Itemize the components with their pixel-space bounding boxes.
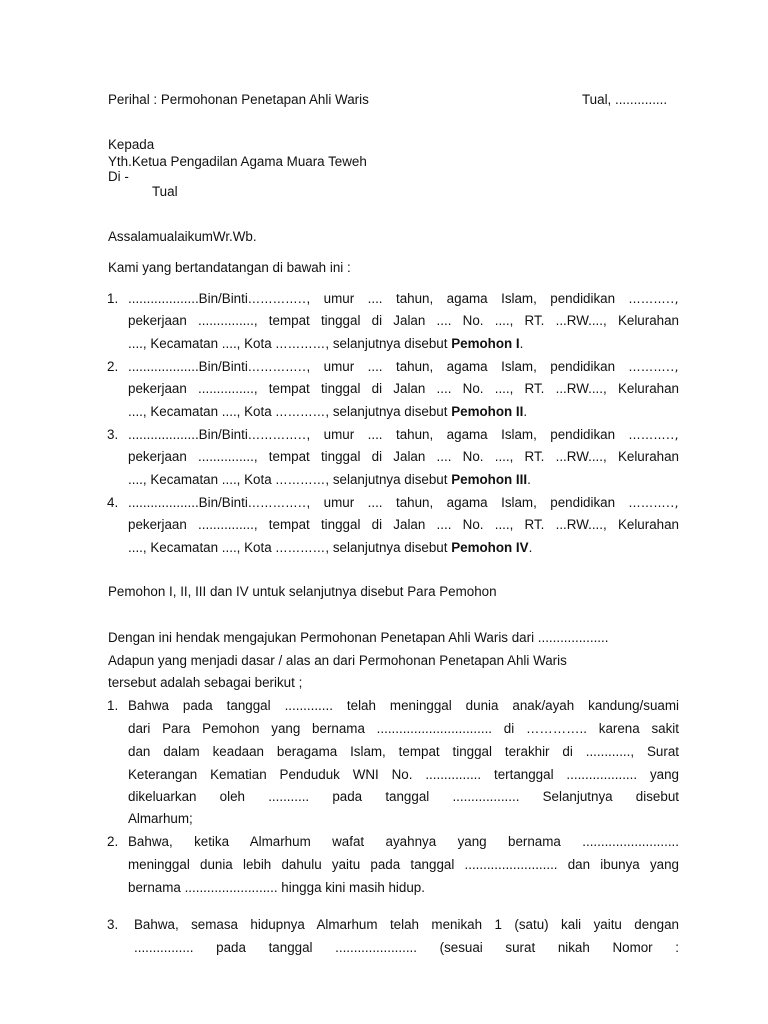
point-number: 1. [107,698,119,713]
request-line-2: Adapun yang menjadi dasar / alas an dari Permohonan Penetapan Ahli Waris [108,653,567,668]
petitioner-line-1: ...................Bin/Binti………….., umur .... tahun, agama Islam, pendidikan ……….., [128,359,679,374]
petitioner-label: Pemohon IV [451,540,529,555]
recipient-city: Tual [152,184,178,199]
point-line: Bahwa, ketika Almarhum wafat ayahnya yang bernama .......................... [128,834,679,849]
petitioner-number: 3. [107,427,119,442]
point-line: bernama ......................... hingga kini masih hidup. [128,880,425,895]
petitioner-line-2: pekerjaan ..............., tempat tinggal di Jalan .... No. ...., RT. ...RW...., Kelurahan [128,517,679,532]
greeting: AssalamualaikumWr.Wb. [108,229,257,244]
petitioner-line-1: ...................Bin/Binti………….., umur .... tahun, agama Islam, pendidikan ……….., [128,291,679,306]
point-line: dikeluarkan oleh ........... pada tanggal .................. Selanjutnya disebut [128,789,679,804]
intro-line: Kami yang bertandatangan di bawah ini : [108,260,351,275]
point-line: Bahwa pada tanggal ............. telah meninggal dunia anak/ayah kandung/suami [128,698,679,713]
petitioner-number: 1. [107,291,119,306]
request-line-1: Dengan ini hendak mengajukan Permohonan Penetapan Ahli Waris dari ................... [108,630,609,645]
petitioner-line-3: ...., Kecamatan ...., Kota …………, selanjutnya disebut Pemohon II. [128,404,528,419]
point-line: ................ pada tanggal ...................... (sesuai surat nikah Nomor : [134,940,679,955]
petitioner-line-3: ...., Kecamatan ...., Kota …………, selanjutnya disebut Pemohon III. [128,472,531,487]
point-line: dan dalam keadaan beragama Islam, tempat tinggal terakhir di ............, Surat [128,744,679,759]
petitioner-line-2: pekerjaan ..............., tempat tinggal di Jalan .... No. ...., RT. ...RW...., Kelurahan [128,313,679,328]
point-number: 2. [107,834,119,849]
petitioner-number: 2. [107,359,119,374]
petitioner-number: 4. [107,495,119,510]
para-pemohon-line: Pemohon I, II, III dan IV untuk selanjutnya disebut Para Pemohon [108,584,497,599]
petitioner-label: Pemohon III [451,472,528,487]
petitioner-line-2: pekerjaan ..............., tempat tinggal di Jalan .... No. ...., RT. ...RW...., Kelurahan [128,449,679,464]
place-date: Tual, .............. [582,92,668,107]
point-number: 3. [107,917,119,932]
recipient-di: Di - [108,169,129,184]
recipient-title: Yth.Ketua Pengadilan Agama Muara Teweh [108,154,367,169]
point-line: dari Para Pemohon yang bernama ............................... di ………….. karena sakit [128,721,679,736]
recipient-kepada: Kepada [108,137,155,152]
request-line-3: tersebut adalah sebagai berikut ; [108,675,303,690]
point-line: Keterangan Kematian Penduduk WNI No. ............... tertanggal ................... yang [128,767,679,782]
petitioner-line-1: ...................Bin/Binti………….., umur .... tahun, agama Islam, pendidikan ……….., [128,427,679,442]
subject-line: Perihal : Permohonan Penetapan Ahli Waris [108,92,369,107]
point-line: Bahwa, semasa hidupnya Almarhum telah menikah 1 (satu) kali yaitu dengan [134,917,679,932]
petitioner-line-2: pekerjaan ..............., tempat tinggal di Jalan .... No. ...., RT. ...RW...., Kelurahan [128,381,679,396]
petitioner-line-3: ...., Kecamatan ...., Kota …………, selanjutnya disebut Pemohon I. [128,336,524,351]
petitioner-line-1: ...................Bin/Binti………….., umur .... tahun, agama Islam, pendidikan ……….., [128,495,679,510]
petitioner-label: Pemohon I [451,336,520,351]
point-line: Almarhum; [128,811,193,826]
petitioner-line-3: ...., Kecamatan ...., Kota …………, selanjutnya disebut Pemohon IV. [128,540,533,555]
point-line: meninggal dunia lebih dahulu yaitu pada tanggal ......................... dan ibunya yang [128,857,679,872]
petitioner-label: Pemohon II [451,404,524,419]
